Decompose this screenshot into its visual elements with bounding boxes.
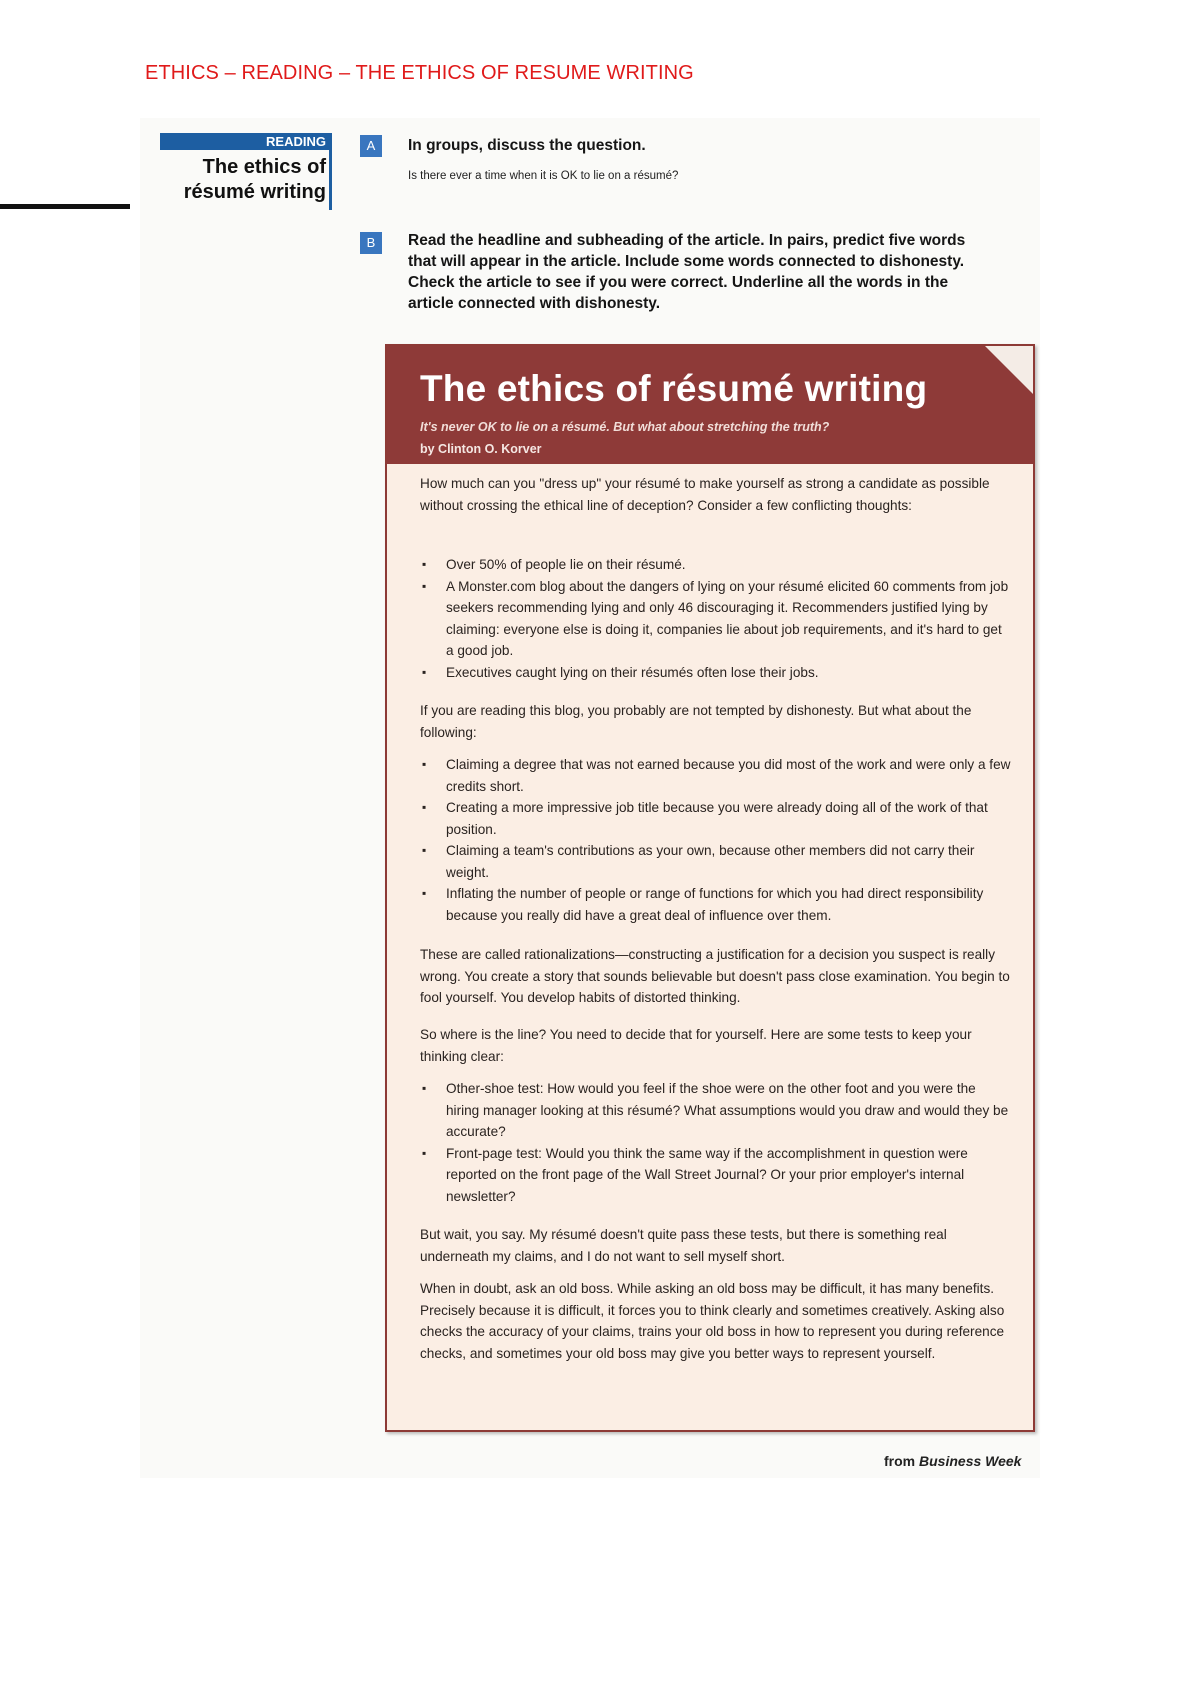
list-item: ▪ Over 50% of people lie on their résumé. <box>420 554 1012 576</box>
list-item: ▪ Inflating the number of people or range of functions for which you had direct responsibility because you really did have a great deal of influence over them. <box>420 883 1012 926</box>
list-item: ▪ Claiming a degree that was not earned because you did most of the work and were only a few credits short. <box>420 754 1012 797</box>
task-b-line: article connected with dishonesty. <box>408 295 661 312</box>
task-b-line: that will appear in the article. Include some words connected to dishonesty. <box>408 253 965 270</box>
article-paragraph-3: These are called rationalizations—constructing a justification for a decision you suspect is really wrong. You create a story that sounds believable but doesn't pass close examination. You begin to fool yourself. You develop habits of distorted thinking. <box>420 947 1010 1005</box>
task-b-line: Read the headline and subheading of the article. In pairs, predict five words <box>408 232 966 249</box>
task-b-line: Check the article to see if you were correct. Underline all the words in the <box>408 274 949 291</box>
list-item: ▪ Creating a more impressive job title because you were already doing all of the work of that position. <box>420 797 1012 840</box>
article-subheading: It's never OK to lie on a résumé. But what about stretching the truth? <box>420 420 830 434</box>
page-title: ETHICS – READING – THE ETHICS OF RESUME WRITING <box>145 62 694 84</box>
list-item: ▪ A Monster.com blog about the dangers of lying on your résumé elicited 60 comments from job seekers recommending lying and only 46 discouraging it. Recommenders justified lying by claiming: everyone else is doing it, companies lie about job requirements, and it's hard to get a good job. <box>420 576 1012 662</box>
article-bullets-3 <box>420 1078 1012 1207</box>
section-label-box <box>160 133 332 211</box>
source-publication: Business Week <box>919 1453 1022 1469</box>
article-header <box>387 346 1033 464</box>
section-title-line-1: The ethics of <box>202 156 326 178</box>
article-paragraph-5: But wait, you say. My résumé doesn't quite pass these tests, but there is something real underneath my claims, and I do not want to sell myself short. <box>420 1227 947 1264</box>
section-title-line-2: résumé writing <box>183 181 326 203</box>
task-a-badge: A <box>360 135 382 157</box>
source-credit <box>884 1453 1021 1469</box>
task-a-title: In groups, discuss the question. <box>408 137 646 154</box>
article-title: The ethics of résumé writing <box>420 368 928 409</box>
article-bullets-1 <box>420 554 1012 683</box>
list-item: ▪ Claiming a team's contributions as your own, because other members did not carry their weight. <box>420 840 1012 883</box>
article-paragraph-6: When in doubt, ask an old boss. While asking an old boss may be difficult, it has many benefits. Precisely because it is difficult, it forces you to think clearly and sometimes creatively. Asking also checks the accuracy of your claims, trains your old boss in how to represent you during reference checks, and sometimes your old boss may give you better ways to represent yourself. <box>420 1281 1005 1361</box>
corner-fold <box>985 346 1033 394</box>
list-item: ▪ Other-shoe test: How would you feel if the shoe were on the other foot and you were the hiring manager looking at this résumé? What assumptions would you draw and would they be accurate? <box>420 1078 1012 1143</box>
article-box <box>385 344 1035 1432</box>
task-b-badge: B <box>360 232 382 254</box>
task-b-instructions <box>408 230 1048 314</box>
task-a-question: Is there ever a time when it is OK to lie on a résumé? <box>408 170 679 182</box>
source-prefix: from <box>884 1453 916 1469</box>
section-tag: READING <box>160 133 332 150</box>
section-rule <box>329 150 332 210</box>
list-item: ▪ Front-page test: Would you think the same way if the accomplishment in question were reported on the front page of the Wall Street Journal? Or your prior employer's internal newsletter? <box>420 1143 1012 1208</box>
article-intro: How much can you "dress up" your résumé to make yourself as strong a candidate as possible without crossing the ethical line of deception? Consider a few conflicting thoughts: <box>420 476 990 513</box>
article-paragraph-4: So where is the line? You need to decide that for yourself. Here are some tests to keep your thinking clear: <box>420 1027 972 1064</box>
article-paragraph-2: If you are reading this blog, you probably are not tempted by dishonesty. But what about the following: <box>420 703 972 740</box>
section-title <box>184 155 326 205</box>
article-byline: by Clinton O. Korver <box>420 442 542 456</box>
strike-bar <box>0 204 130 209</box>
article-bullets-2 <box>420 754 1012 926</box>
list-item: ▪ Executives caught lying on their résumés often lose their jobs. <box>420 662 1012 684</box>
